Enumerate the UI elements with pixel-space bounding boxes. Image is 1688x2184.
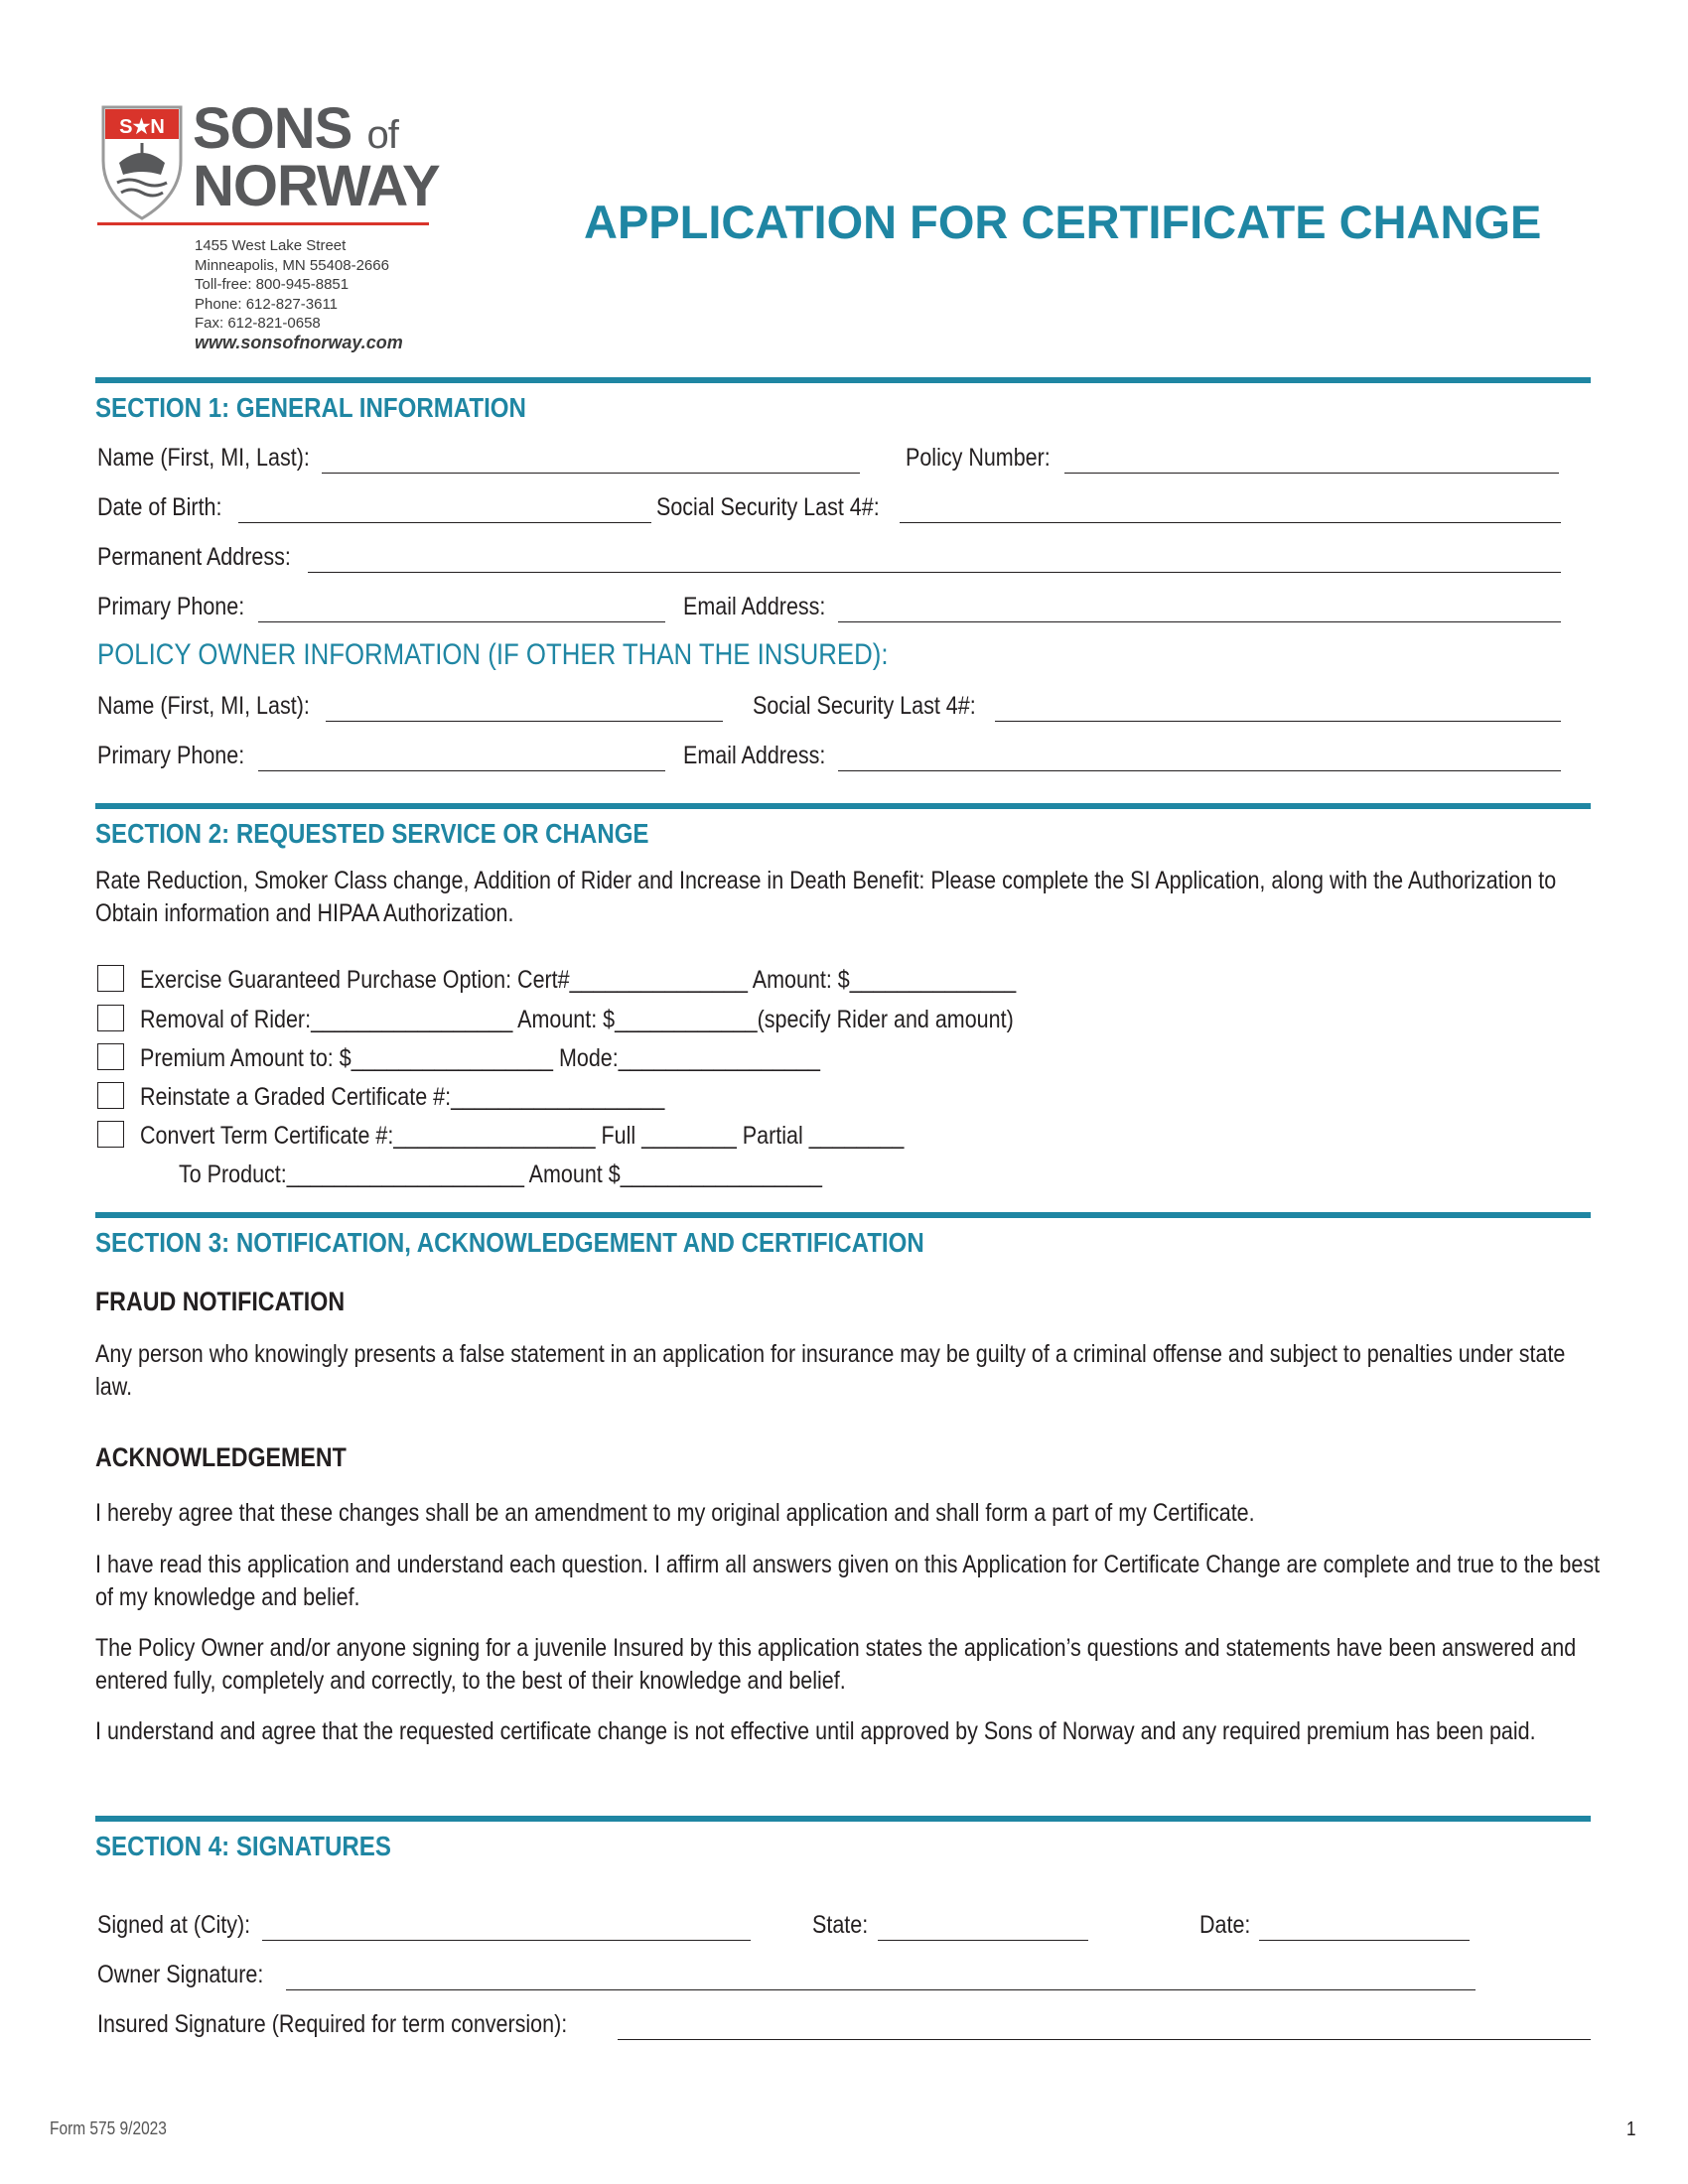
name-label: Name (First, MI, Last): [97,444,310,472]
owner-name-field[interactable] [326,721,723,722]
option-remove-rider-label: Removal of Rider:_________________ Amount: $____________(specify Rider and amount) [140,1006,1014,1033]
policy-number-field[interactable] [1064,473,1559,474]
phone-label: Primary Phone: [97,593,245,620]
owner-signature-label: Owner Signature: [97,1961,264,1988]
ack-paragraph-4: I understand and agree that the requested certificate change is not effective until approved by Sons of Norway and any required premium has been paid. [95,1717,1536,1745]
email-label: Email Address: [683,593,826,620]
section-divider [95,1212,1591,1218]
address-field[interactable] [308,572,1561,573]
insured-signature-field[interactable] [618,2039,1591,2040]
option-premium-amount-label: Premium Amount to: $_________________ Mode:_________________ [140,1044,820,1072]
phone-field[interactable] [258,621,665,622]
option-reinstate-checkbox[interactable] [97,1082,124,1109]
section-divider [95,803,1591,809]
date-label: Date: [1199,1911,1251,1939]
convert-to-product-line: To Product:____________________ Amount $_________________ [179,1160,822,1188]
option-convert-term-label: Convert Term Certificate #:_________________ Full ________ Partial ________ [140,1122,905,1150]
dob-label: Date of Birth: [97,493,222,521]
owner-ssn-field[interactable] [995,721,1561,722]
policy-number-label: Policy Number: [906,444,1051,472]
option-gpo-checkbox[interactable] [97,965,124,992]
email-field[interactable] [838,621,1561,622]
ack-paragraph-1: I hereby agree that these changes shall be an amendment to my original application and shall form a part of my Certificate. [95,1499,1255,1527]
owner-name-label: Name (First, MI, Last): [97,692,310,720]
option-gpo-label: Exercise Guaranteed Purchase Option: Cert#_______________ Amount: $______________ [140,966,1017,994]
form-id: Form 575 9/2023 [50,2118,167,2138]
section-divider [95,1816,1591,1822]
section4-title: SECTION 4: SIGNATURES [95,1831,391,1861]
ssn-label: Social Security Last 4#: [656,493,880,521]
fraud-heading: FRAUD NOTIFICATION [95,1287,346,1316]
date-field[interactable] [1259,1940,1470,1941]
website-link[interactable]: www.sonsofnorway.com [195,332,403,352]
owner-email-label: Email Address: [683,742,826,769]
ack-heading: ACKNOWLEDGEMENT [95,1442,347,1472]
section2-title: SECTION 2: REQUESTED SERVICE OR CHANGE [95,818,649,849]
logo-wordmark: SONS of NORWAY [193,96,440,218]
logo-badge-text: S★N [119,116,165,138]
option-reinstate-label: Reinstate a Graded Certificate #:__________________ [140,1083,665,1111]
org-address: 1455 West Lake Street Minneapolis, MN 55408-2666 Toll-free: 800-945-8851 Phone: 612-827-3611 Fax: 612-821-0658 www.sonsofnorway.com [195,236,453,352]
fraud-text: Any person who knowingly presents a false statement in an application for insurance may be guilty of a criminal offense and subject to penalties under state law. [95,1340,1566,1401]
owner-phone-field[interactable] [258,770,665,771]
owner-email-field[interactable] [838,770,1561,771]
owner-info-title: POLICY OWNER INFORMATION (IF OTHER THAN THE INSURED): [97,638,889,671]
document-title: APPLICATION FOR CERTIFICATE CHANGE [584,196,1542,248]
state-label: State: [812,1911,869,1939]
insured-signature-label: Insured Signature (Required for term conversion): [97,2010,568,2038]
section2-intro: Rate Reduction, Smoker Class change, Addition of Rider and Increase in Death Benefit: Please complete the SI Application, along with the Authorization to Obtain information and HIPAA Authorization. [95,867,1557,927]
ssn-field[interactable] [900,522,1561,523]
option-remove-rider-checkbox[interactable] [97,1005,124,1031]
city-field[interactable] [262,1940,751,1941]
section1-title: SECTION 1: GENERAL INFORMATION [95,392,526,423]
section3-title: SECTION 3: NOTIFICATION, ACKNOWLEDGEMENT AND CERTIFICATION [95,1227,924,1258]
owner-signature-field[interactable] [286,1989,1476,1990]
name-field[interactable] [322,473,860,474]
owner-phone-label: Primary Phone: [97,742,245,769]
dob-field[interactable] [238,522,651,523]
owner-ssn-label: Social Security Last 4#: [753,692,976,720]
logo-underline [97,222,429,225]
address-label: Permanent Address: [97,543,291,571]
section-divider [95,377,1591,383]
ack-paragraph-3: The Policy Owner and/or anyone signing for a juvenile Insured by this application states the application’s questions and statements have been answered and entered fully, completely and correctly, to the best of their knowledge and belief. [95,1634,1577,1695]
page-number: 1 [1626,2118,1636,2140]
city-label: Signed at (City): [97,1911,251,1939]
ack-paragraph-2: I have read this application and understand each question. I affirm all answers given on this Application for Certificate Change are complete and true to the best of my knowledge and belief. [95,1551,1601,1611]
option-convert-term-checkbox[interactable] [97,1121,124,1148]
option-premium-amount-checkbox[interactable] [97,1043,124,1070]
sons-of-norway-logo-shield [99,103,185,220]
state-field[interactable] [878,1940,1088,1941]
